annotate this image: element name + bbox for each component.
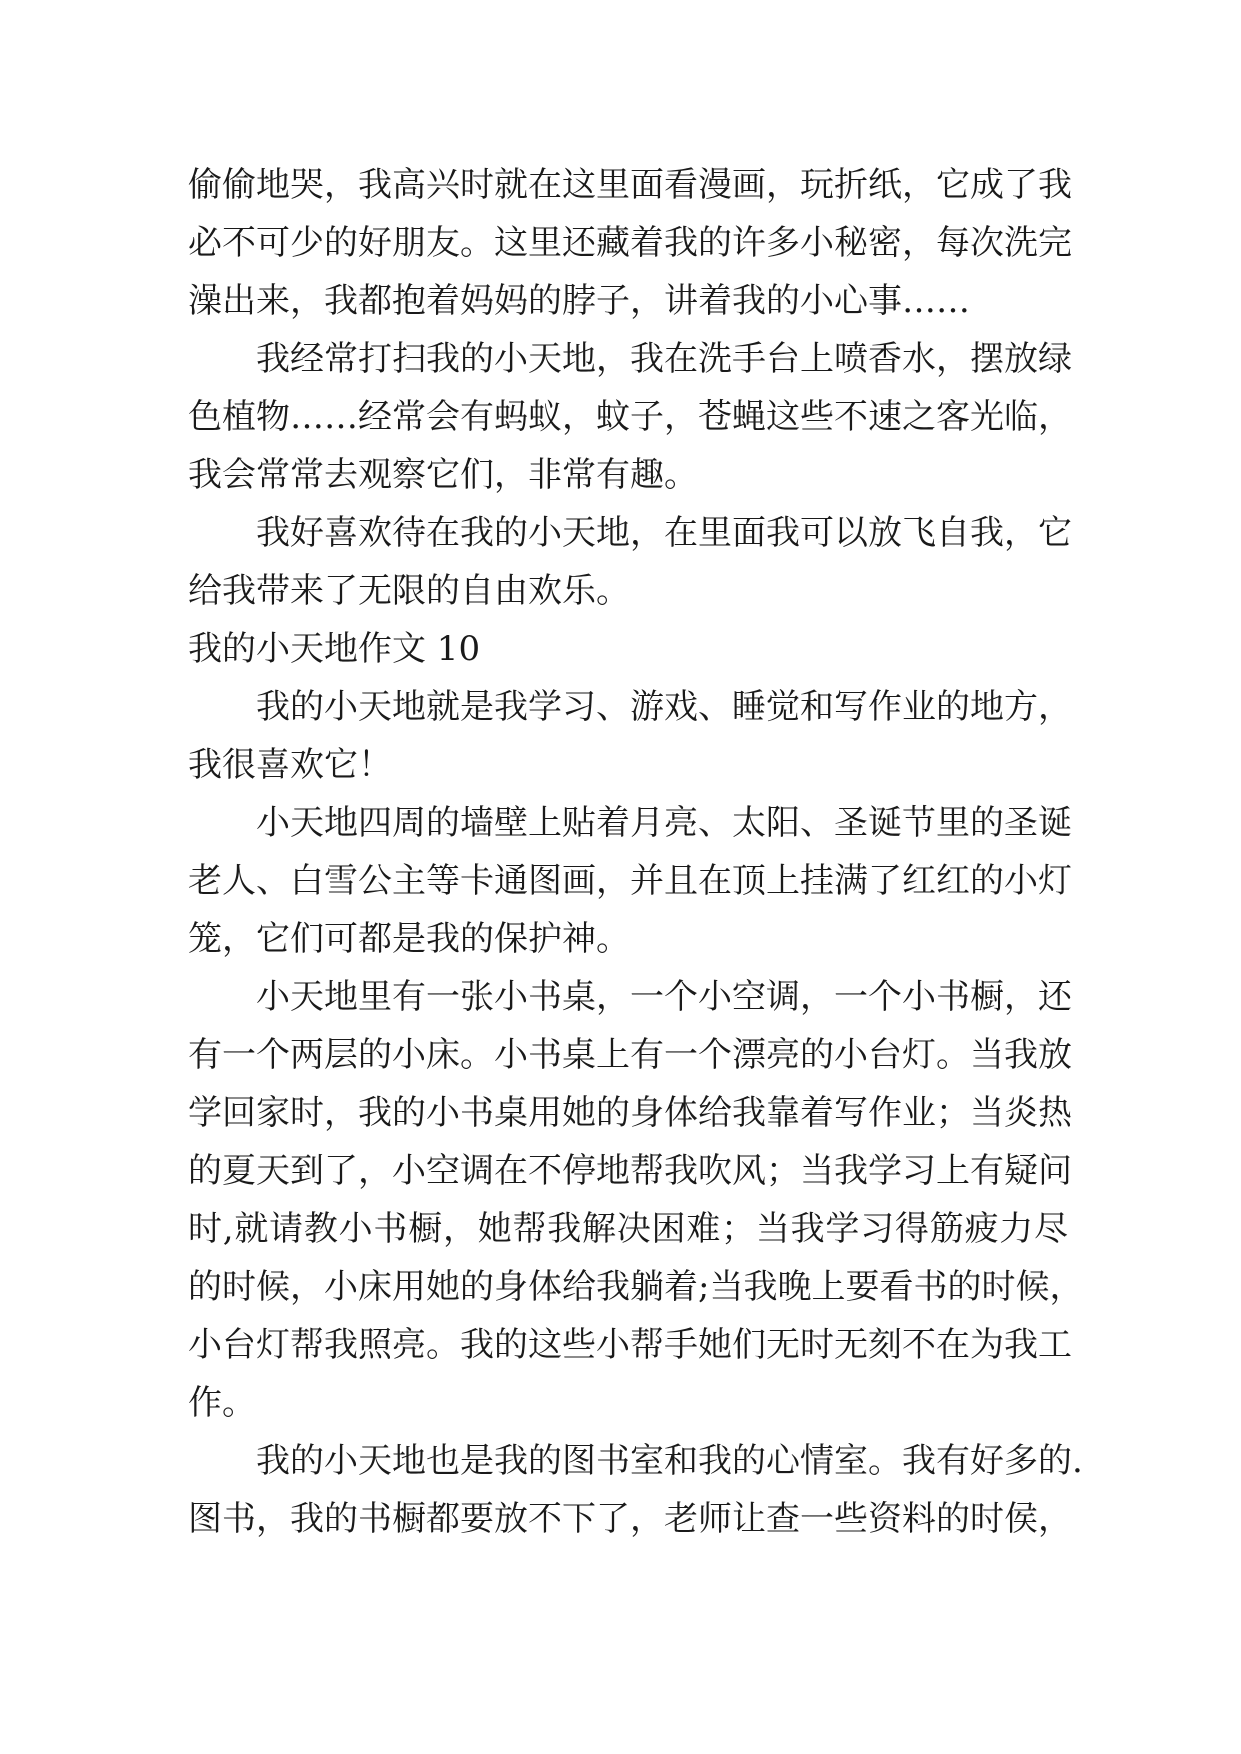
text-line: 图书，我的书橱都要放不下了，老师让查一些资料的时侯，: [188, 1499, 1072, 1539]
text-line: 澡出来，我都抱着妈妈的脖子，讲着我的小心事……: [188, 281, 970, 321]
text-line: 我会常常去观察它们，非常有趣。: [188, 455, 698, 495]
paragraph: [188, 794, 1072, 968]
paragraph: [188, 1432, 1083, 1548]
text-line: 色植物……经常会有蚂蚁，蚊子，苍蝇这些不速之客光临，: [188, 397, 1072, 437]
text-line: 我好喜欢待在我的小天地，在里面我可以放飞自我，它: [256, 513, 1072, 553]
text-line: 有一个两层的小床。小书桌上有一个漂亮的小台灯。当我放: [188, 1035, 1072, 1075]
paragraph: [188, 504, 1072, 620]
text-line: 必不可少的好朋友。这里还藏着我的许多小秘密，每次洗完: [188, 223, 1072, 263]
text-line: 小天地里有一张小书桌，一个小空调，一个小书橱，还: [256, 977, 1072, 1017]
text-line: 我的小天地就是我学习、游戏、睡觉和写作业的地方，: [256, 687, 1072, 727]
text-line: 我很喜欢它！: [188, 745, 392, 785]
text-line: 小天地四周的墙壁上贴着月亮、太阳、圣诞节里的圣诞: [256, 803, 1072, 843]
text-line: 偷偷地哭，我高兴时就在这里面看漫画，玩折纸，它成了我: [188, 165, 1072, 205]
text-line: 作。: [188, 1383, 256, 1423]
text-line: 给我带来了无限的自由欢乐。: [188, 571, 630, 611]
text-line: 的时候，小床用她的身体给我躺着;当我晚上要看书的时候，: [188, 1267, 1084, 1307]
text-line: 我的小天地也是我的图书室和我的心情室。我有好多的.: [256, 1441, 1083, 1481]
text-line: 时,就请教小书橱，她帮我解决困难；当我学习得筋疲力尽: [188, 1209, 1068, 1249]
paragraph: [188, 678, 1072, 794]
text-line: 我经常打扫我的小天地，我在洗手台上喷香水，摆放绿: [256, 339, 1072, 379]
paragraph: [188, 330, 1072, 504]
text-line: 的夏天到了，小空调在不停地帮我吹风；当我学习上有疑问: [188, 1151, 1072, 1191]
heading-text: 我的小天地作文 10: [188, 629, 481, 669]
text-line: 学回家时，我的小书桌用她的身体给我靠着写作业；当炎热: [188, 1093, 1072, 1133]
paragraph: [188, 156, 1072, 330]
text-line: 笼，它们可都是我的保护神。: [188, 919, 630, 959]
paragraph: [188, 968, 1084, 1432]
text-line: 老人、白雪公主等卡通图画，并且在顶上挂满了红红的小灯: [188, 861, 1072, 901]
section-heading: [188, 620, 1068, 678]
text-line: 小台灯帮我照亮。我的这些小帮手她们无时无刻不在为我工: [188, 1325, 1072, 1365]
document-body: [188, 156, 1084, 1548]
